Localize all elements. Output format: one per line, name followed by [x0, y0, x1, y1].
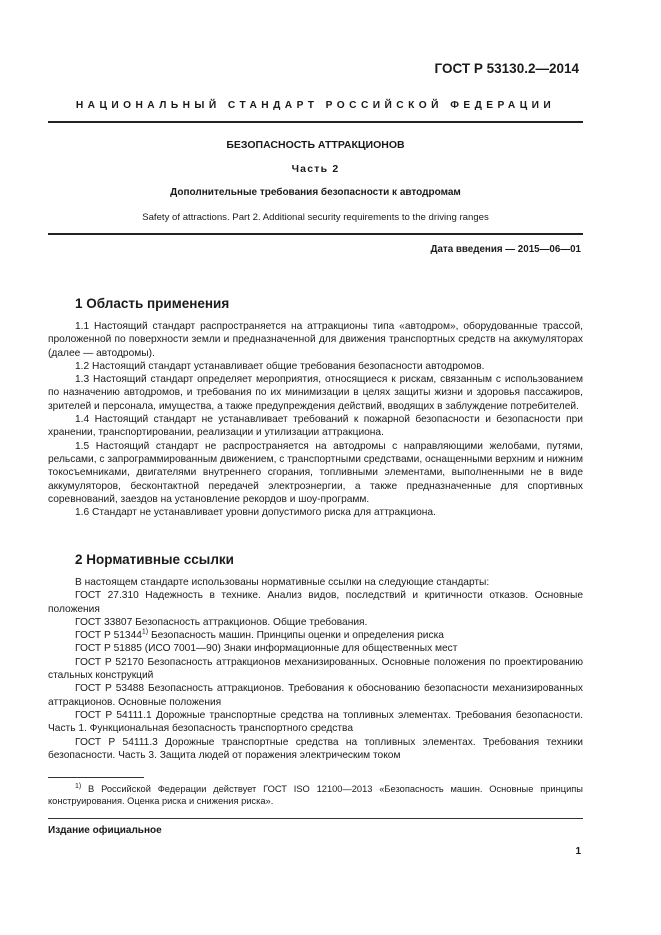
reference-item: ГОСТ Р 52170 Безопасность аттракционов механизированных. Основные положения по проектированию стальных конструкций	[48, 656, 583, 682]
reference-item: ГОСТ 27.310 Надежность в технике. Анализ видов, последствий и критичности отказов. Основные положения	[48, 590, 583, 615]
paragraph-1-5: 1.5 Настоящий стандарт не распространяется на автодромы с направляющими желобами, путями, рельсами, с запрограммированным движением, с транспортными средствами, оснащенными верхним и нижним токосъемниками, двигателями внутреннего сгорания, топливными элементами, выполненными не в виде аккумуляторов, бесконтактной передачей электроэнергии, а также предназначенные для спортивных соревнований, заездов на установление рекордов и шоу-программ.	[48, 440, 583, 505]
reference-item	[48, 629, 583, 642]
reference-item: ГОСТ Р 51885 (ИСО 7001—90) Знаки информационные для общественных мест	[75, 643, 458, 655]
footnote-mark: 1)	[75, 782, 82, 790]
reference-item: ГОСТ Р 53488 Безопасность аттракционов. Требования к обоснованию безопасности механизированных аттракционов. Основные положения	[48, 683, 583, 708]
title-rule	[48, 233, 583, 235]
reference-item: ГОСТ 33807 Безопасность аттракционов. Общие требования.	[75, 616, 368, 628]
document-subtitle: Дополнительные требования безопасности к автодромам	[170, 187, 461, 198]
reference-title: Безопасность машин. Принципы оценки и определения риска	[148, 630, 444, 642]
footnote-marker[interactable]: 1)	[141, 628, 149, 636]
references-intro: В настоящем стандарте использованы нормативные ссылки на следующие стандарты:	[75, 577, 490, 588]
footnote-text: В Российской Федерации действует ГОСТ ISO 12100—2013 «Безопасность машин. Основные принципы конструирования. Оценка риска и снижения риска».	[48, 784, 583, 807]
paragraph-1-2: 1.2 Настоящий стандарт устанавливает общие требования безопасности автодромов.	[75, 360, 485, 372]
effective-date: Дата введения — 2015—06—01	[430, 244, 581, 255]
paragraph-1-1: 1.1 Настоящий стандарт распространяется на аттракционы типа «автодром», оборудованные трассой, проложенной по поверхности земли и предназначенной для движения транспортных средств на аккумуляторах (далее — автодромы).	[48, 321, 583, 359]
paragraph-1-6: 1.6 Стандарт не устанавливает уровни допустимого риска для аттракциона.	[75, 507, 436, 519]
reference-item: ГОСТ Р 54111.1 Дорожные транспортные средства на топливных элементах. Требования безопасности. Часть 1. Функциональная безопасность транспортного средства	[48, 709, 583, 735]
footnote	[48, 783, 583, 808]
section-heading: 2 Нормативные ссылки	[75, 552, 234, 567]
part-label: Часть 2	[291, 163, 340, 175]
paragraph-1-4: 1.4 Настоящий стандарт не устанавливает требований к пожарной безопасности и безопасности при хранении, транспортировании, реализации и утилизации аттракциона.	[48, 414, 583, 439]
document-title: БЕЗОПАСНОСТЬ АТТРАКЦИОНОВ	[226, 139, 405, 151]
reference-code: ГОСТ Р 51344	[75, 630, 142, 642]
section-scope	[48, 296, 583, 519]
edition-label: Издание официальное	[48, 825, 162, 836]
page-number: 1	[575, 846, 581, 857]
reference-item: ГОСТ Р 54111.3 Дорожные транспортные средства на топливных элементах. Требования техники безопасности. Часть 3. Защита людей от поражения электрическим током	[48, 736, 583, 761]
footnote-rule	[48, 777, 144, 778]
english-subtitle: Safety of attractions. Part 2. Additional security requirements to the driving ranges	[142, 212, 489, 223]
section-normative-references	[48, 552, 583, 762]
standard-number: ГОСТ Р 53130.2—2014	[434, 61, 579, 76]
header-rule	[48, 121, 583, 123]
national-standard-banner: НАЦИОНАЛЬНЫЙ СТАНДАРТ РОССИЙСКОЙ ФЕДЕРАЦИИ	[75, 100, 556, 111]
footer-rule	[48, 818, 583, 819]
section-heading: 1 Область применения	[75, 296, 230, 311]
paragraph-1-3: 1.3 Настоящий стандарт определяет мероприятия, относящиеся к рискам, связанным с использованием по назначению автодромов, и требования по их минимизации в целях защиты жизни и здоровья пассажиров, зрителей и персонала, имущества, а также предупреждения действий, вводящих в заблуждение потребителей.	[48, 374, 583, 412]
